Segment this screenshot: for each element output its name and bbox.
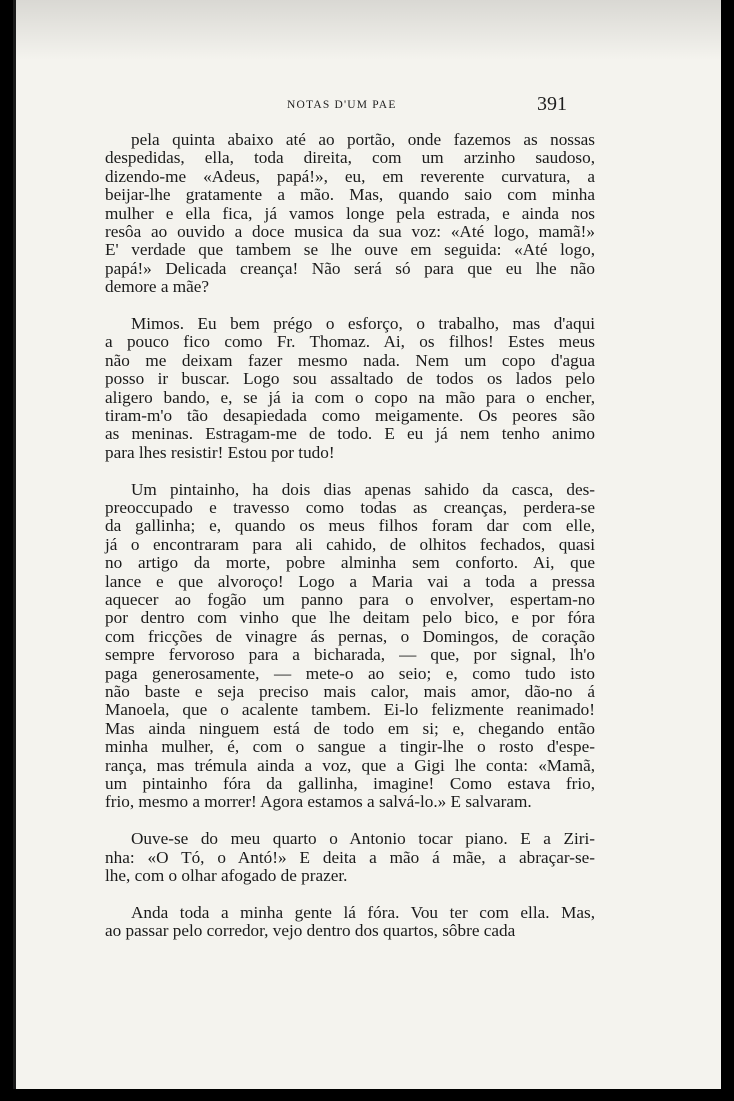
text-line: por dentro com vinho que lhe deitam pelo bico, e por fóra [105, 608, 595, 628]
text-line: rança, mas trémula ainda a voz, que a Gigi lhe conta: «Mamã, [105, 755, 595, 775]
text-line: aligero bando, e, se já ia com o copo na mão para o encher, [105, 387, 595, 407]
text-line: aquecer ao fogão um panno para o envolver, espertam-no [105, 589, 595, 609]
scan-shadow [16, 0, 721, 60]
paragraph [105, 315, 595, 462]
text-line: ao passar pelo corredor, vejo dentro dos quartos, sôbre cada [105, 921, 516, 941]
paragraph [105, 904, 595, 941]
text-line: sempre fervoroso para a bicharada, — que, por signal, lh'o [105, 645, 595, 665]
text-line: frio, mesmo a morrer! Agora estamos a salvá-lo.» E salvaram. [105, 792, 532, 812]
body-text [105, 131, 595, 941]
text-line: Um pintainho, ha dois dias apenas sahido da casca, des- [131, 479, 595, 499]
text-line: Ouve-se do meu quarto o Antonio tocar piano. E a Zirі- [131, 829, 595, 849]
text-line: para lhes resistir! Estou por tudo! [105, 442, 335, 462]
text-line: Manoela, que o acalente tambem. Ei-lo felizmente reanimado! [105, 700, 595, 720]
text-line: posso ir buscar. Logo sou assaltado de todos os lados pelo [105, 369, 595, 389]
text-line: já o encontraram para ali cahido, de olhitos fechados, quasi [105, 534, 595, 554]
page-header [16, 93, 721, 123]
paragraph [105, 830, 595, 885]
text-line: lhe, com o olhar afogado de prazer. [105, 865, 348, 885]
text-line: as meninas. Estragam-me de todo. E eu já nem tenho animo [105, 424, 595, 444]
text-line: não me deixam fazer mesmo nada. Nem um copo d'agua [105, 350, 595, 370]
text-line: dizendo-me «Adeus, papá!», eu, em reverente curvatura, a [105, 166, 595, 186]
text-line: um pintainho fóra da gallinha, imagine! Como estava frio, [105, 773, 595, 793]
text-line: nha: «O Tó, o Antó!» E deita a mão á mãe, a abraçar-se- [105, 847, 595, 867]
text-line: Mas ainda ninguem está de todo em si; e, chegando então [105, 718, 595, 738]
text-line: no artigo da morte, pobre alminha sem conforto. Ai, que [105, 553, 595, 573]
text-line: Anda toda a minha gente lá fóra. Vou ter com ella. Mas, [131, 902, 595, 922]
text-line: despedidas, ella, toda direita, com um arzinho saudoso, [105, 148, 595, 168]
text-line: com fricções de vinagre ás pernas, o Domingos, de coração [105, 626, 595, 646]
text-line: paga generosamente, — mete-o ao seio; e, como tudo isto [105, 663, 595, 683]
text-line: papá!» Delicada creança! Não será só para que eu lhe não [105, 258, 595, 278]
running-head: NOTAS D'UM PAE [287, 99, 397, 111]
text-line: Mimos. Eu bem prégo o esforço, o trabalho, mas d'aqui [131, 314, 595, 334]
text-line: a pouco fico como Fr. Thomaz. Ai, os filhos! Estes meus [105, 332, 595, 352]
text-line: mulher e ella fica, já vamos longe pela estrada, e ainda nos [105, 203, 595, 223]
text-line: lance e que alvoroço! Logo a Maria vai a toda a pressa [105, 571, 595, 591]
text-line: E' verdade que tambem se lhe ouve em seguida: «Até logo, [105, 240, 595, 260]
text-line: preoccupado e travesso como todas as creanças, perdera-se [105, 498, 595, 518]
text-line: resôa ao ouvido a doce musica da sua voz: «Até logo, mamã!» [105, 221, 595, 241]
page-number: 391 [537, 93, 567, 115]
text-line: não baste e seja preciso mais calor, mais amor, dão-no á [105, 681, 595, 701]
text-line: minha mulher, é, com o sangue a tingir-lhe o rosto d'espe- [105, 737, 595, 757]
paragraph [105, 481, 595, 812]
text-line: tiram-m'o tão desapiedada como meigamente. Os peores são [105, 405, 595, 425]
text-line: demore a mãe? [105, 277, 210, 297]
paragraph [105, 131, 595, 297]
text-line: da gallinha; e, quando os meus filhos foram dar com elle, [105, 516, 595, 536]
text-line: beijar-lhe gratamente a mão. Mas, quando saio com minha [105, 185, 595, 205]
text-line: pela quinta abaixo até ao portão, onde fazemos as nossas [131, 130, 595, 149]
book-page [13, 0, 721, 1089]
